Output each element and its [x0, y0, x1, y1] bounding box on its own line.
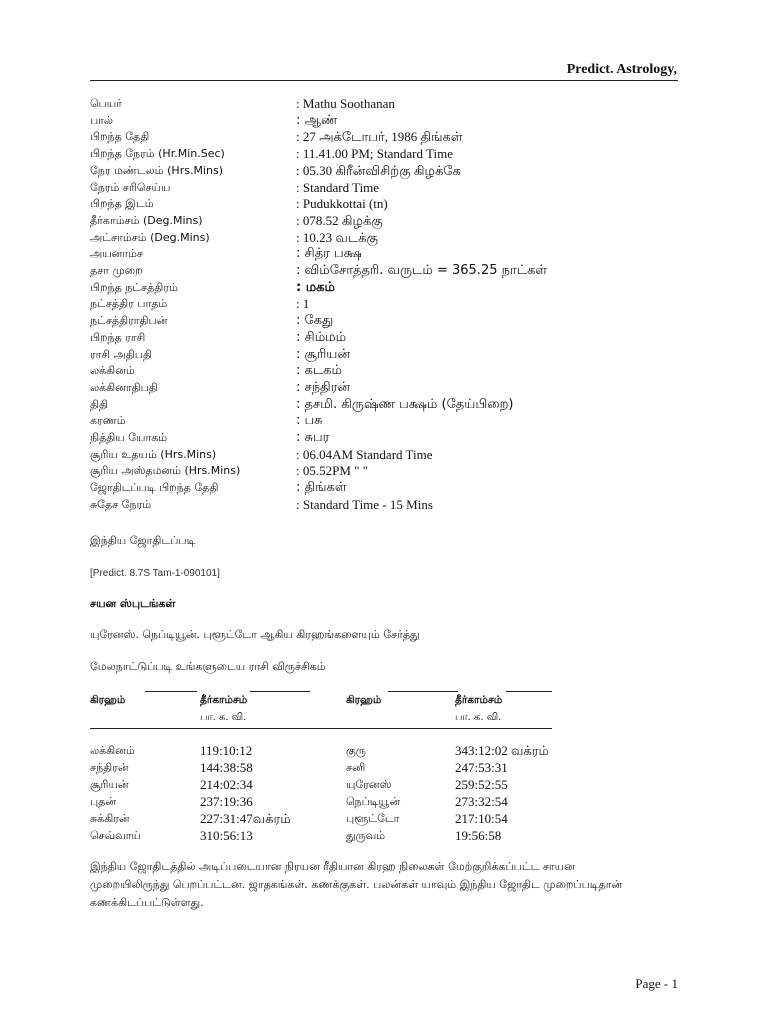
info-value: : மகம் — [296, 279, 335, 295]
planet-name: சனி — [346, 761, 366, 774]
info-row — [90, 413, 650, 430]
info-row — [90, 263, 650, 280]
info-label: லக்கினம் — [90, 364, 135, 378]
info-row — [90, 230, 650, 247]
indian-astrology-line: இந்திய ஜோதிடப்படி — [90, 534, 196, 547]
table-rule — [250, 691, 310, 692]
document-header: Predict. Astrology, — [566, 62, 677, 77]
planet-name: புதன் — [90, 795, 117, 808]
planet-longitude: 273:32:54 — [455, 794, 508, 809]
info-row — [90, 447, 650, 464]
table-header-rule — [90, 728, 552, 729]
footer-note: இந்திய ஜோதிடத்தில் அடிப்படையான நிரயன ரீதியான கிரஹ நிலைகள் மேற்குறிக்கப்பட்ட சாயன முறையிலிருந்து பெறப்பட்டன. ஜாதகங்கள். கணக்குகள். பலன்கள் யாவும் இந்திய ஜோதிட முறைப்படிதான் கணக்கிடப்பட்டுள்ளது. — [90, 860, 623, 909]
info-value: : பசு — [296, 413, 323, 429]
version-line: [Predict. 8.7S Tam-1-090101] — [90, 568, 220, 579]
info-row — [90, 313, 650, 330]
sub-header-2: பா. க. வி. — [455, 712, 502, 723]
planet-name: சூரியன் — [90, 778, 129, 791]
planet-name: யுரேனஸ் — [346, 778, 392, 791]
info-value: : கடகம் — [296, 363, 342, 379]
info-label: நேர மண்டலம் (Hrs.Mins) — [90, 163, 223, 177]
table-row — [90, 810, 560, 827]
info-label: கரணம் — [90, 414, 126, 428]
planet-name: சந்திரன் — [90, 761, 129, 774]
table-rule — [145, 691, 197, 692]
info-value: : சிம்மம் — [296, 329, 347, 345]
col-header-longitude-1: தீர்காம்சம் — [200, 694, 248, 706]
info-value: : 05.52PM " " — [296, 463, 369, 479]
planet-name: சுக்கிரன் — [90, 812, 130, 825]
planet-name: குரு — [346, 744, 366, 757]
info-value: : சந்திரன் — [296, 379, 351, 395]
planet-longitude: 19:56:58 — [455, 828, 502, 843]
info-value: : திங்கள் — [296, 480, 347, 496]
table-row — [90, 759, 560, 776]
info-label: பால் — [90, 113, 114, 127]
planet-longitude: 310:56:13 — [200, 828, 253, 843]
header-rule — [90, 80, 678, 81]
col-header-planet-1: கிரஹம் — [90, 694, 126, 706]
planet-name: செவ்வாய் — [90, 829, 141, 842]
planet-longitude: 237:19:36 — [200, 794, 253, 809]
table-row — [90, 776, 560, 793]
info-label: நட்சத்திராதிபன் — [90, 314, 168, 328]
info-value: : சித்ர பக்ஷ — [296, 246, 362, 262]
info-value: : விம்சோத்தரி. வருடம் = 365.25 நாட்கள் — [296, 263, 548, 279]
info-value: : Pudukkottai (tn) — [296, 196, 388, 212]
info-row — [90, 363, 650, 380]
info-label: பிறந்த தேதி — [90, 130, 150, 144]
table-rule — [388, 691, 458, 692]
planet-name: புளூட்டோ — [346, 812, 400, 825]
info-value: : ஆண் — [296, 112, 338, 128]
col-header-planet-2: கிரஹம் — [346, 694, 382, 706]
info-label: பிறந்த இடம் — [90, 197, 154, 211]
info-label: பெயர் — [90, 97, 122, 110]
info-row — [90, 480, 650, 497]
info-value: : தசமி. கிருஷ்ண பக்ஷம் (தேய்பிறை) — [296, 396, 514, 412]
info-label: லக்கினாதிபதி — [90, 380, 158, 394]
info-value: : Mathu Soothanan — [296, 96, 395, 111]
table-row — [90, 742, 560, 759]
info-row — [90, 213, 650, 230]
sub-header-1: பா. க. வி. — [200, 712, 247, 723]
info-value: : 06.04AM Standard Time — [296, 446, 433, 462]
info-value: : கேது — [296, 313, 334, 329]
info-value: : 11.41.00 PM; Standard Time — [296, 146, 453, 162]
planet-longitude: 144:38:58 — [200, 760, 253, 775]
planet-longitude: 259:52:55 — [455, 777, 508, 792]
planet-longitude: 119:10:12 — [200, 743, 253, 758]
info-value: : சூரியன் — [296, 346, 351, 362]
info-row — [90, 246, 650, 263]
sayana-section-title: சயன ஸ்புடங்கள் — [90, 597, 176, 610]
page-number: Page - 1 — [635, 976, 678, 991]
info-value: : 27 அக்டோபர், 1986 திங்கள் — [296, 129, 463, 145]
info-label: நட்சத்திர பாதம் — [90, 297, 168, 311]
info-row — [90, 397, 650, 414]
birth-details-table — [90, 96, 650, 514]
info-label: நேரம் சரிசெய்ய — [90, 180, 171, 194]
info-value: : சுபர — [296, 430, 330, 446]
planet-longitude: 247:53:31 — [455, 760, 508, 775]
info-label: ஜோதிடப்படி பிறந்த தேதி — [90, 481, 219, 495]
planet-name: லக்கினம் — [90, 744, 135, 757]
info-row — [90, 280, 650, 297]
info-label: ராசி அதிபதி — [90, 347, 152, 361]
info-label: பிறந்த ராசி — [90, 330, 146, 344]
info-row — [90, 296, 650, 313]
info-value: : Standard Time - 15 Mins — [296, 496, 433, 512]
info-row — [90, 129, 650, 146]
uranus-line: யுரேனஸ். நெப்டியூன். புளூட்டோ ஆகிய கிரஹங்களையும் சேர்த்து — [90, 628, 420, 641]
planet-longitude: 214:02:34 — [200, 777, 253, 792]
info-row — [90, 497, 650, 514]
info-row — [90, 163, 650, 180]
info-row — [90, 430, 650, 447]
info-row — [90, 146, 650, 163]
info-value: : 10.23 வடக்கு — [296, 229, 378, 245]
col-header-longitude-2: தீர்காம்சம் — [455, 694, 503, 706]
info-row — [90, 180, 650, 197]
planet-name: நெப்டியூன் — [346, 795, 401, 808]
info-value: : Standard Time — [296, 179, 380, 195]
planet-name: துருவம் — [346, 829, 386, 842]
info-label: சூரிய அஸ்தமனம் (Hrs.Mins) — [90, 464, 241, 478]
planet-longitude: 227:31:47வக்ரம் — [200, 811, 291, 826]
planet-longitude: 217:10:54 — [455, 811, 508, 826]
info-label: அயனாம்ச — [90, 247, 144, 261]
western-rasi-line: மேலநாட்டுப்படி உங்களுடைய ராசி விருச்சிகம் — [90, 660, 326, 673]
info-label: பிறந்த நட்சத்திரம் — [90, 280, 178, 294]
info-label: தீர்காம்சம் (Deg.Mins) — [90, 213, 203, 227]
info-row — [90, 347, 650, 364]
info-row — [90, 380, 650, 397]
info-row — [90, 113, 650, 130]
info-row — [90, 463, 650, 480]
planet-longitude: 343:12:02 வக்ரம் — [455, 743, 549, 758]
info-row — [90, 96, 650, 113]
info-label: தசா முறை — [90, 264, 143, 278]
info-value: : 05.30 கிரீன்விசிற்கு கிழக்கே — [296, 162, 461, 178]
table-rule — [506, 691, 552, 692]
info-label: பிறந்த நேரம் (Hr.Min.Sec) — [90, 147, 225, 161]
table-row — [90, 827, 560, 844]
info-label: திதி — [90, 397, 109, 411]
info-label: அட்சாம்சம் (Deg.Mins) — [90, 230, 210, 244]
info-label: சுதேச நேரம் — [90, 497, 152, 511]
table-row — [90, 793, 560, 810]
info-row — [90, 330, 650, 347]
info-row — [90, 196, 650, 213]
info-label: நித்திய யோகம் — [90, 431, 168, 445]
info-label: சூரிய உதயம் (Hrs.Mins) — [90, 447, 217, 461]
info-value: : 078.52 கிழக்கு — [296, 212, 383, 228]
info-value: : 1 — [296, 296, 310, 312]
